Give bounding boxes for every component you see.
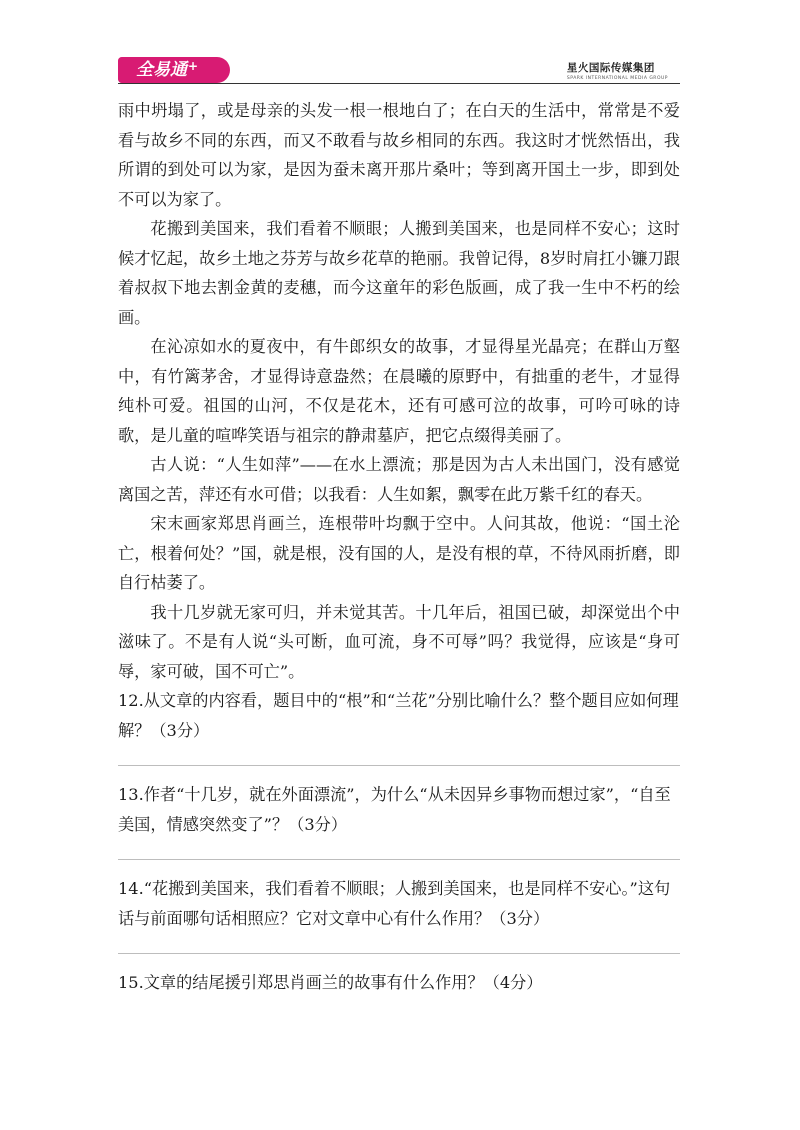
passage-paragraph-4: 古人说：“人生如萍”——在水上漂流；那是因为古人未出国门，没有感觉离国之苦，萍还有水可借；以我看：人生如絮，飘零在此万紫千红的春天。 [118,455,680,504]
answer-line-12[interactable] [118,765,680,766]
brand-logo [118,57,230,83]
answer-line-14[interactable] [118,953,680,954]
question-13: 13.作者“十几岁，就在外面漂流”，为什么“从未因异乡事物而想过家”，“自至美国，情感突然变了”？（3分） [118,785,671,834]
header-divider [118,83,680,84]
passage-paragraph-1: 雨中坍塌了，或是母亲的头发一根一根地白了；在白天的生活中，常常是不爱看与故乡不同的东西，而又不敢看与故乡相同的东西。我这时才恍然悟出，我所谓的到处可以为家，是因为蚕未离开那片桑叶；等到离开国土一步，即到处不可以为家了。 [118,101,680,209]
passage-paragraph-6: 我十几岁就无家可归，并未觉其苦。十几年后，祖国已破，却深觉出个中滋味了。不是有人说“头可断，血可流，身不可辱”吗？我觉得，应该是“身可辱，家可破，国不可亡”。 [118,602,680,681]
publisher-name-en: SPARK INTERNATIONAL MEDIA GROUP [566,76,668,81]
page-header [118,56,680,84]
question-12: 12.从文章的内容看，题目中的“根”和“兰花”分别比喻什么？整个题目应如何理解？（3分） [118,691,679,740]
question-14: 14.“花搬到美国来，我们看着不顺眼；人搬到美国来，也是同样不安心。”这句话与前面哪句话相照应？它对文章中心有什么作用？（3分） [118,879,671,928]
document-body [118,96,680,998]
passage-paragraph-2: 花搬到美国来，我们看着不顺眼；人搬到美国来，也是同样不安心；这时候才忆起，故乡土地之芬芳与故乡花草的艳丽。我曾记得，8岁时肩扛小镰刀跟着叔叔下地去割金黄的麦穗，而今这童年的彩色版画，成了我一生中不朽的绘画。 [118,219,680,327]
answer-line-13[interactable] [118,859,680,860]
logo-plus: + [188,59,199,73]
logo-text: 全易通 [136,60,187,80]
publisher-mark [567,60,668,81]
passage-paragraph-5: 宋末画家郑思肖画兰，连根带叶均飘于空中。人问其故，他说：“国土沦亡，根着何处？”国，就是根，没有国的人，是没有根的草，不待风雨折磨，即自行枯萎了。 [118,514,680,592]
passage-paragraph-3: 在沁凉如水的夏夜中，有牛郎织女的故事，才显得星光晶亮；在群山万壑中，有竹篱茅舍，才显得诗意盎然；在晨曦的原野中，有拙重的老牛，才显得纯朴可爱。祖国的山河，不仅是花木，还有可感可泣的故事，可吟可咏的诗歌，是儿童的喧哗笑语与祖宗的静肃墓庐，把它点缀得美丽了。 [118,337,680,445]
question-15: 15.文章的结尾援引郑思肖画兰的故事有什么作用？（4分） [118,973,543,992]
publisher-name-cn: 星火国际传媒集团 [566,62,655,74]
